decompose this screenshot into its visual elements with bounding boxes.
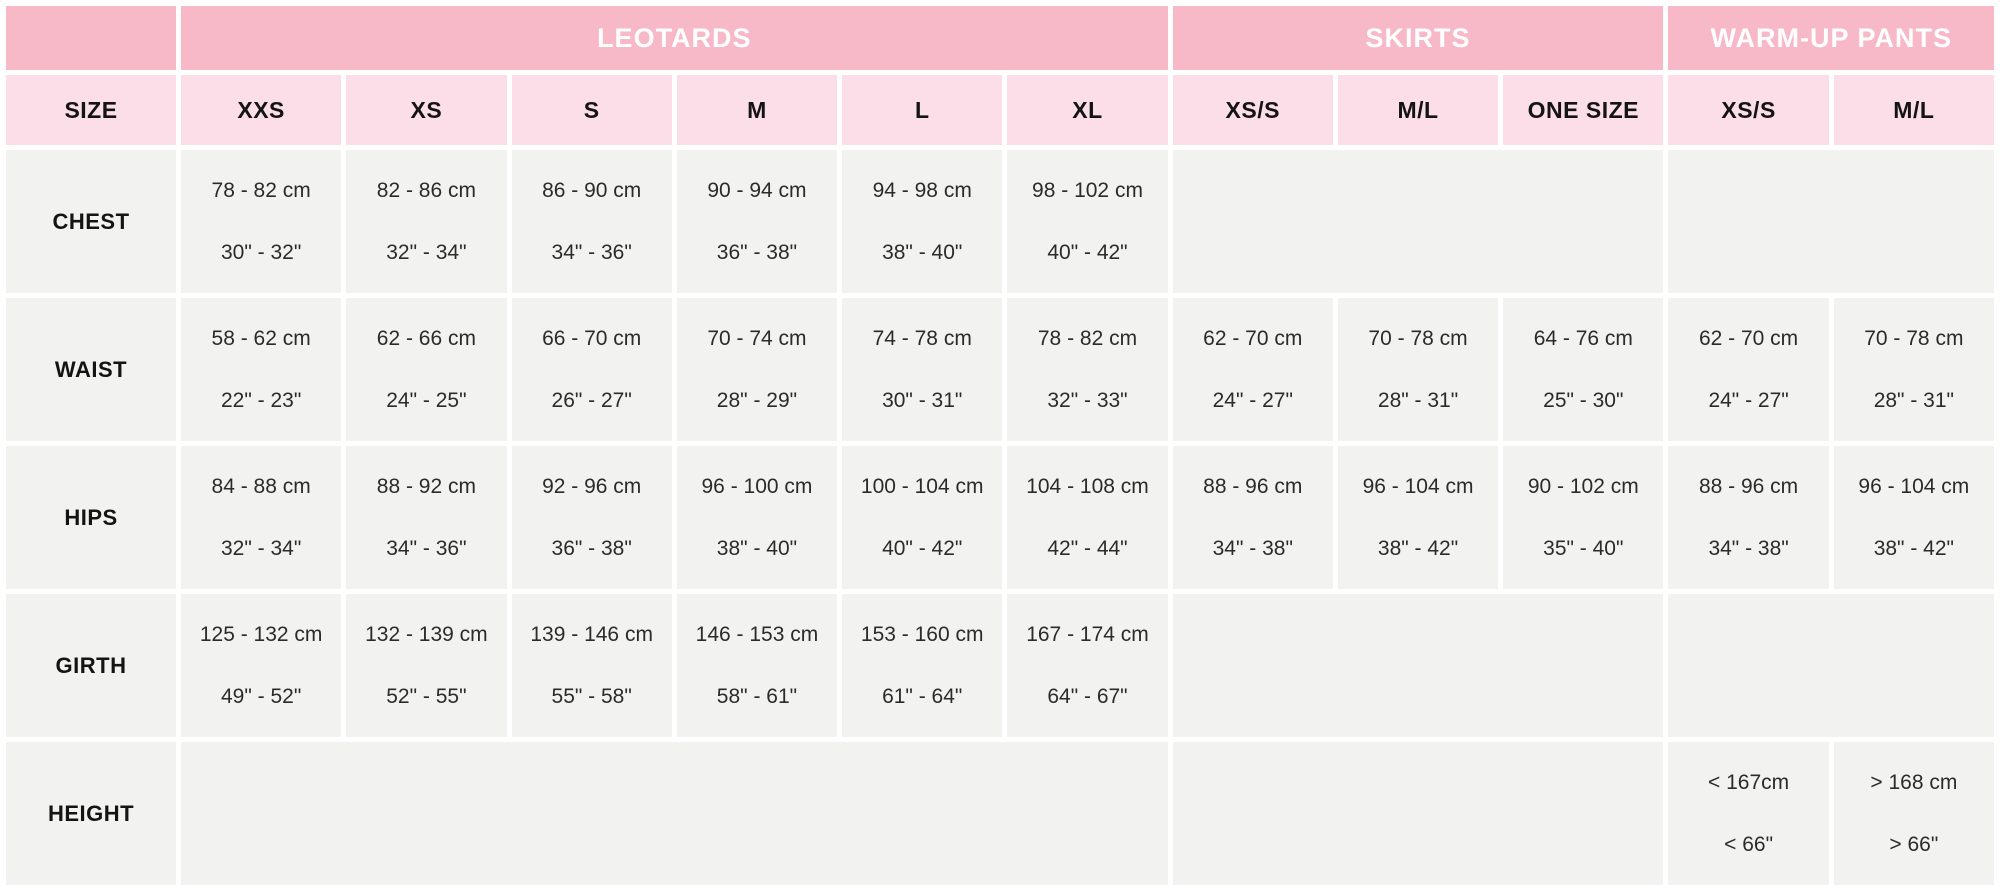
row-label-hips: HIPS <box>6 446 176 589</box>
row-label-waist: WAIST <box>6 298 176 441</box>
cell-chest-s <box>512 150 672 293</box>
cm-value: 82 - 86 cm <box>376 179 476 202</box>
inch-value: 25" - 30" <box>1543 389 1624 412</box>
inch-value: 64" - 67" <box>1047 685 1128 708</box>
inch-value: 28" - 31" <box>1873 389 1954 412</box>
empty-cell-girth-skirts <box>1173 594 1664 737</box>
cm-value: 132 - 139 cm <box>365 623 488 646</box>
row-label-chest: CHEST <box>6 150 176 293</box>
cell-waist-skirt-ml <box>1338 298 1498 441</box>
inch-value: 22" - 23" <box>220 389 302 412</box>
inch-value: 28" - 31" <box>1377 389 1459 412</box>
cell-chest-xs <box>346 150 506 293</box>
cm-value: 70 - 74 cm <box>707 327 807 350</box>
cm-value: 88 - 96 cm <box>1203 475 1303 498</box>
cell-girth-xs <box>346 594 506 737</box>
cm-value: 92 - 96 cm <box>542 475 642 498</box>
inch-value: 24" - 25" <box>386 389 467 412</box>
cell-girth-m <box>677 594 837 737</box>
inch-value: 26" - 27" <box>551 389 632 412</box>
cm-value: 66 - 70 cm <box>542 327 642 350</box>
cell-waist-xl <box>1007 298 1167 441</box>
inch-value: > 66" <box>1889 833 1939 856</box>
cm-value: 167 - 174 cm <box>1026 623 1149 646</box>
cm-value: 139 - 146 cm <box>530 623 653 646</box>
cell-hips-xl <box>1007 446 1167 589</box>
row-label-height: HEIGHT <box>6 742 176 885</box>
cell-waist-warmup-xss <box>1668 298 1828 441</box>
inch-value: 34" - 38" <box>1212 537 1293 560</box>
cm-value: > 168 cm <box>1870 771 1958 794</box>
inch-value: 49" - 52" <box>220 685 302 708</box>
empty-cell-height-leotards <box>181 742 1168 885</box>
cell-height-warmup-xss <box>1668 742 1828 885</box>
inch-value: 40" - 42" <box>1047 241 1128 264</box>
cell-girth-s <box>512 594 672 737</box>
inch-value: 38" - 42" <box>1873 537 1954 560</box>
inch-value: 40" - 42" <box>882 537 963 560</box>
inch-value: 55" - 58" <box>551 685 632 708</box>
inch-value: 61" - 64" <box>882 685 963 708</box>
cell-girth-l <box>842 594 1002 737</box>
group-header-skirts: SKIRTS <box>1173 6 1664 70</box>
inch-value: 38" - 42" <box>1377 537 1459 560</box>
cm-value: 96 - 104 cm <box>1362 475 1474 498</box>
col-header-warmup-ml: M/L <box>1834 75 1994 145</box>
cell-hips-s <box>512 446 672 589</box>
col-header-one-size: ONE SIZE <box>1503 75 1663 145</box>
cm-value: 74 - 78 cm <box>872 327 972 350</box>
inch-value: 38" - 40" <box>882 241 963 264</box>
cm-value: 153 - 160 cm <box>860 623 984 646</box>
cell-waist-s <box>512 298 672 441</box>
cell-girth-xl <box>1007 594 1167 737</box>
col-header-m: M <box>677 75 837 145</box>
cm-value: 90 - 94 cm <box>707 179 807 202</box>
inch-value: 42" - 44" <box>1047 537 1128 560</box>
cm-value: 86 - 90 cm <box>542 179 642 202</box>
inch-value: 38" - 40" <box>716 537 798 560</box>
cell-hips-warmup-xss <box>1668 446 1828 589</box>
col-header-size: SIZE <box>6 75 176 145</box>
inch-value: 32" - 33" <box>1047 389 1128 412</box>
empty-cell-height-skirts <box>1173 742 1664 885</box>
col-header-xs: XS <box>346 75 506 145</box>
inch-value: 30" - 32" <box>220 241 302 264</box>
cell-hips-m <box>677 446 837 589</box>
cell-chest-l <box>842 150 1002 293</box>
inch-value: 24" - 27" <box>1708 389 1789 412</box>
cell-hips-xs <box>346 446 506 589</box>
cm-value: 70 - 78 cm <box>1864 327 1964 350</box>
cm-value: 88 - 92 cm <box>376 475 476 498</box>
empty-cell-girth-warmup <box>1668 594 1994 737</box>
cm-value: 62 - 70 cm <box>1698 327 1799 350</box>
cm-value: 96 - 100 cm <box>701 475 813 498</box>
col-header-skirt-xss: XS/S <box>1173 75 1333 145</box>
cm-value: 96 - 104 cm <box>1858 475 1970 498</box>
col-header-skirt-ml: M/L <box>1338 75 1498 145</box>
cell-girth-xxs <box>181 594 341 737</box>
cm-value: 78 - 82 cm <box>211 179 311 202</box>
inch-value: 28" - 29" <box>716 389 798 412</box>
inch-value: 34" - 38" <box>1708 537 1789 560</box>
inch-value: 36" - 38" <box>551 537 632 560</box>
inch-value: 34" - 36" <box>551 241 632 264</box>
inch-value: 36" - 38" <box>716 241 798 264</box>
cm-value: 70 - 78 cm <box>1368 327 1468 350</box>
cell-waist-warmup-ml <box>1834 298 1994 441</box>
col-header-warmup-xss: XS/S <box>1668 75 1828 145</box>
cell-waist-m <box>677 298 837 441</box>
cell-height-warmup-ml <box>1834 742 1994 885</box>
cell-waist-one-size <box>1503 298 1663 441</box>
cell-waist-l <box>842 298 1002 441</box>
cm-value: 64 - 76 cm <box>1533 327 1633 350</box>
cm-value: < 167cm <box>1708 771 1790 794</box>
cm-value: 104 - 108 cm <box>1026 475 1149 498</box>
empty-cell-chest-skirts <box>1173 150 1664 293</box>
inch-value: 58" - 61" <box>716 685 798 708</box>
empty-cell-chest-warmup <box>1668 150 1994 293</box>
col-header-l: L <box>842 75 1002 145</box>
cell-hips-l <box>842 446 1002 589</box>
col-header-xl: XL <box>1007 75 1167 145</box>
cell-waist-xs <box>346 298 506 441</box>
cm-value: 146 - 153 cm <box>695 623 819 646</box>
cm-value: 58 - 62 cm <box>211 327 311 350</box>
cell-waist-skirt-xss <box>1173 298 1333 441</box>
col-header-xxs: XXS <box>181 75 341 145</box>
inch-value: 32" - 34" <box>220 537 302 560</box>
cm-value: 90 - 102 cm <box>1527 475 1639 498</box>
inch-value: 32" - 34" <box>386 241 467 264</box>
cell-hips-skirt-ml <box>1338 446 1498 589</box>
group-header-warmup-pants: WARM-UP PANTS <box>1668 6 1994 70</box>
cell-hips-xxs <box>181 446 341 589</box>
cell-hips-warmup-ml <box>1834 446 1994 589</box>
cell-hips-one-size <box>1503 446 1663 589</box>
cell-hips-skirt-xss <box>1173 446 1333 589</box>
col-header-s: S <box>512 75 672 145</box>
cm-value: 62 - 66 cm <box>376 327 476 350</box>
inch-value: 24" - 27" <box>1212 389 1293 412</box>
cm-value: 88 - 96 cm <box>1698 475 1799 498</box>
inch-value: 34" - 36" <box>386 537 467 560</box>
cm-value: 125 - 132 cm <box>199 623 323 646</box>
group-header-leotards: LEOTARDS <box>181 6 1168 70</box>
cm-value: 98 - 102 cm <box>1032 179 1143 202</box>
group-header-blank <box>6 6 176 70</box>
cell-waist-xxs <box>181 298 341 441</box>
inch-value: 30" - 31" <box>882 389 963 412</box>
cm-value: 84 - 88 cm <box>211 475 311 498</box>
inch-value: 52" - 55" <box>386 685 467 708</box>
cell-chest-m <box>677 150 837 293</box>
cell-chest-xxs <box>181 150 341 293</box>
cm-value: 100 - 104 cm <box>860 475 984 498</box>
cm-value: 94 - 98 cm <box>872 179 972 202</box>
cell-chest-xl <box>1007 150 1167 293</box>
cm-value: 78 - 82 cm <box>1037 327 1138 350</box>
cm-value: 62 - 70 cm <box>1203 327 1303 350</box>
inch-value: 35" - 40" <box>1543 537 1624 560</box>
inch-value: < 66" <box>1724 833 1774 856</box>
row-label-girth: GIRTH <box>6 594 176 737</box>
